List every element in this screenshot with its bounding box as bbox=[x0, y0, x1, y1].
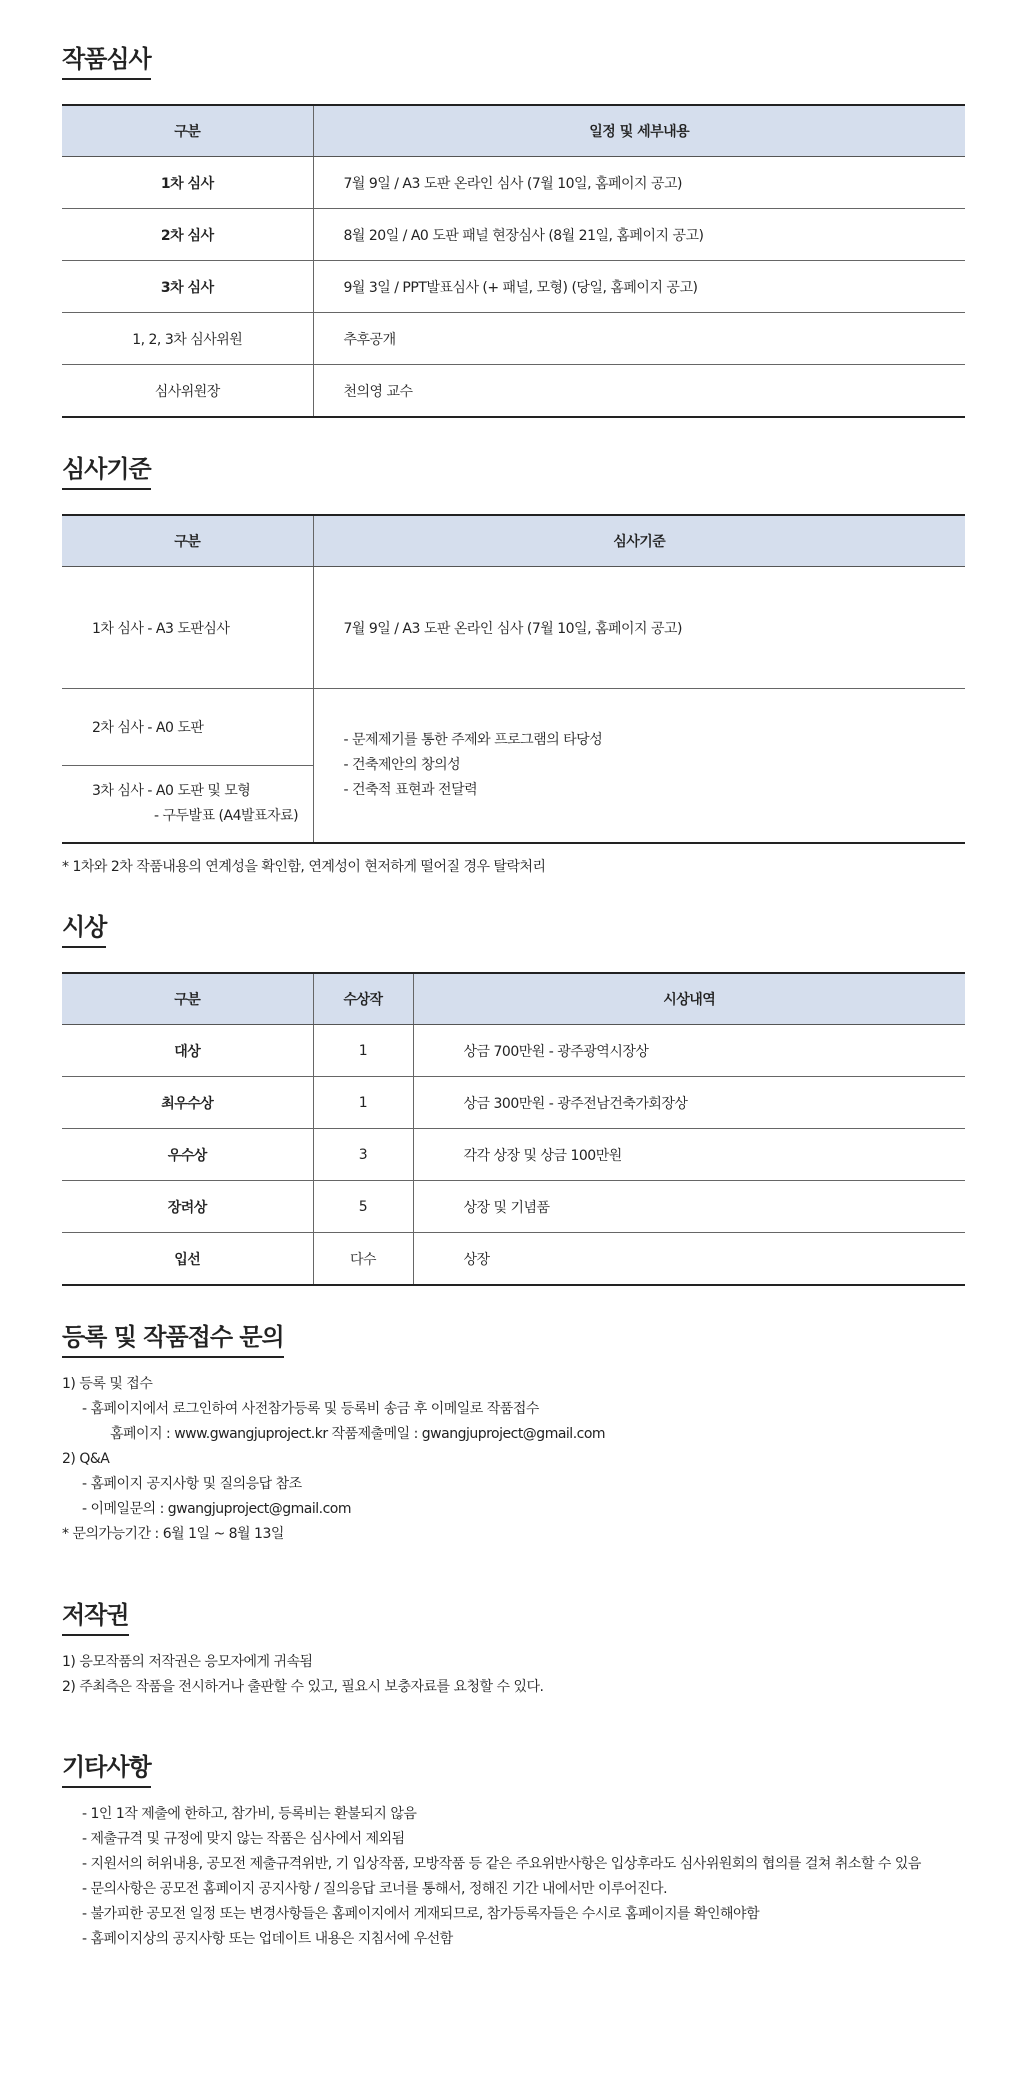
row-detail: 상금 300만원 - 광주전남건축가회장상 bbox=[413, 1077, 965, 1129]
misc-title: 기타사항 bbox=[62, 1752, 151, 1788]
criteria-title: 심사기준 bbox=[62, 454, 151, 490]
row-value: 8월 20일 / A0 도판 패널 현장심사 (8월 21일, 홈페이지 공고) bbox=[313, 209, 965, 261]
row-label: 1차 심사 - A3 도판심사 bbox=[62, 567, 313, 689]
row-count: 5 bbox=[313, 1181, 413, 1233]
misc-line: - 1인 1작 제출에 한하고, 참가비, 등록비는 환불되지 않음 bbox=[82, 1806, 417, 1822]
misc-line: - 문의사항은 공모전 홈페이지 공지사항 / 질의응답 코너를 통해서, 정해진 기간 내에서만 이루어진다. bbox=[82, 1881, 668, 1897]
copyright-section bbox=[62, 1600, 965, 1700]
row-label: 3차 심사 bbox=[62, 261, 313, 313]
row-label: 1차 심사 bbox=[62, 157, 313, 209]
row-value: 천의영 교수 bbox=[313, 365, 965, 418]
copyright-line: 1) 응모작품의 저작권은 응모자에게 귀속됨 bbox=[62, 1654, 313, 1670]
awards-section bbox=[62, 912, 965, 1286]
table-row bbox=[62, 1025, 965, 1077]
criteria-item: - 건축제안의 창의성 bbox=[343, 757, 461, 773]
row-label: 최우수상 bbox=[62, 1077, 313, 1129]
inquiry-line: 1) 등록 및 접수 bbox=[62, 1376, 153, 1392]
table-header-row bbox=[62, 515, 965, 567]
row-label-line: 3차 심사 - A0 도판 및 모형 bbox=[92, 783, 251, 799]
header-schedule: 일정 및 세부내용 bbox=[313, 105, 965, 157]
row-label bbox=[62, 766, 313, 844]
row-label-line: - 구두발표 (A4발표자료) bbox=[154, 808, 299, 824]
misc-section bbox=[62, 1752, 965, 1952]
row-detail: 상장 및 기념품 bbox=[413, 1181, 965, 1233]
criteria-table bbox=[62, 514, 965, 844]
row-detail: 각각 상장 및 상금 100만원 bbox=[413, 1129, 965, 1181]
row-count: 1 bbox=[313, 1077, 413, 1129]
table-header-row bbox=[62, 973, 965, 1025]
inquiry-line: - 이메일문의 : gwangjuproject@gmail.com bbox=[82, 1501, 352, 1517]
table-row bbox=[62, 365, 965, 418]
row-label: 우수상 bbox=[62, 1129, 313, 1181]
table-row bbox=[62, 689, 965, 766]
table-row bbox=[62, 567, 965, 689]
row-label: 대상 bbox=[62, 1025, 313, 1077]
criteria-section bbox=[62, 454, 965, 880]
row-label: 2차 심사 - A0 도판 bbox=[62, 689, 313, 766]
misc-line: - 제출규격 및 규정에 맞지 않는 작품은 심사에서 제외됨 bbox=[82, 1831, 405, 1847]
row-label: 장려상 bbox=[62, 1181, 313, 1233]
row-count: 다수 bbox=[313, 1233, 413, 1286]
header-count: 수상작 bbox=[313, 973, 413, 1025]
table-row bbox=[62, 1181, 965, 1233]
copyright-list bbox=[62, 1650, 965, 1700]
misc-list bbox=[62, 1802, 965, 1952]
header-detail: 시상내역 bbox=[413, 973, 965, 1025]
inquiry-line: - 홈페이지에서 로그인하여 사전참가등록 및 등록비 송금 후 이메일로 작품접수 bbox=[82, 1401, 539, 1417]
row-count: 3 bbox=[313, 1129, 413, 1181]
inquiry-line: 2) Q&A bbox=[62, 1451, 110, 1467]
inquiry-line: * 문의가능기간 : 6월 1일 ~ 8월 13일 bbox=[62, 1526, 284, 1542]
criteria-item: - 건축적 표현과 전달력 bbox=[343, 782, 478, 798]
row-value: 추후공개 bbox=[313, 313, 965, 365]
misc-line: - 지원서의 허위내용, 공모전 제출규격위반, 기 입상작품, 모방작품 등 같은 주요위반사항은 입상후라도 심사위원회의 협의를 걸쳐 취소할 수 있음 bbox=[82, 1856, 921, 1872]
awards-table bbox=[62, 972, 965, 1286]
table-header-row bbox=[62, 105, 965, 157]
row-label: 입선 bbox=[62, 1233, 313, 1286]
row-value: 7월 9일 / A3 도판 온라인 심사 (7월 10일, 홈페이지 공고) bbox=[313, 567, 965, 689]
row-label: 2차 심사 bbox=[62, 209, 313, 261]
header-category: 구분 bbox=[62, 515, 313, 567]
inquiry-line: 홈페이지 : www.gwangjuproject.kr 작품제출메일 : gwangjuproject@gmail.com bbox=[110, 1426, 606, 1442]
table-row bbox=[62, 1077, 965, 1129]
row-label: 1, 2, 3차 심사위원 bbox=[62, 313, 313, 365]
judging-table bbox=[62, 104, 965, 418]
judging-title: 작품심사 bbox=[62, 44, 151, 80]
row-value: 7월 9일 / A3 도판 온라인 심사 (7월 10일, 홈페이지 공고) bbox=[313, 157, 965, 209]
misc-line: - 홈페이지상의 공지사항 또는 업데이트 내용은 지침서에 우선함 bbox=[82, 1931, 453, 1947]
inquiry-title: 등록 및 작품접수 문의 bbox=[62, 1322, 284, 1358]
header-category: 구분 bbox=[62, 973, 313, 1025]
inquiry-section bbox=[62, 1322, 965, 1547]
criteria-note: * 1차와 2차 작품내용의 연계성을 확인함, 연계성이 현저하게 떨어질 경우 탈락처리 bbox=[62, 859, 546, 875]
header-category: 구분 bbox=[62, 105, 313, 157]
judging-section bbox=[62, 44, 965, 418]
copyright-title: 저작권 bbox=[62, 1600, 129, 1636]
table-row bbox=[62, 1129, 965, 1181]
table-row bbox=[62, 261, 965, 313]
row-value: 9월 3일 / PPT발표심사 (+ 패널, 모형) (당일, 홈페이지 공고) bbox=[313, 261, 965, 313]
table-row bbox=[62, 157, 965, 209]
criteria-item: - 문제제기를 통한 주제와 프로그램의 타당성 bbox=[343, 732, 603, 748]
table-row bbox=[62, 1233, 965, 1286]
row-label: 심사위원장 bbox=[62, 365, 313, 418]
row-count: 1 bbox=[313, 1025, 413, 1077]
misc-line: - 불가피한 공모전 일정 또는 변경사항들은 홈페이지에서 게재되므로, 참가등록자들은 수시로 홈페이지를 확인해야함 bbox=[82, 1906, 760, 1922]
row-detail: 상장 bbox=[413, 1233, 965, 1286]
merged-criteria-cell bbox=[313, 689, 965, 844]
header-criteria: 심사기준 bbox=[313, 515, 965, 567]
table-row bbox=[62, 313, 965, 365]
awards-title: 시상 bbox=[62, 912, 106, 948]
copyright-line: 2) 주최측은 작품을 전시하거나 출판할 수 있고, 필요시 보충자료를 요청할 수 있다. bbox=[62, 1679, 544, 1695]
row-detail: 상금 700만원 - 광주광역시장상 bbox=[413, 1025, 965, 1077]
inquiry-list bbox=[62, 1372, 965, 1547]
inquiry-line: - 홈페이지 공지사항 및 질의응답 참조 bbox=[82, 1476, 302, 1492]
table-row bbox=[62, 209, 965, 261]
